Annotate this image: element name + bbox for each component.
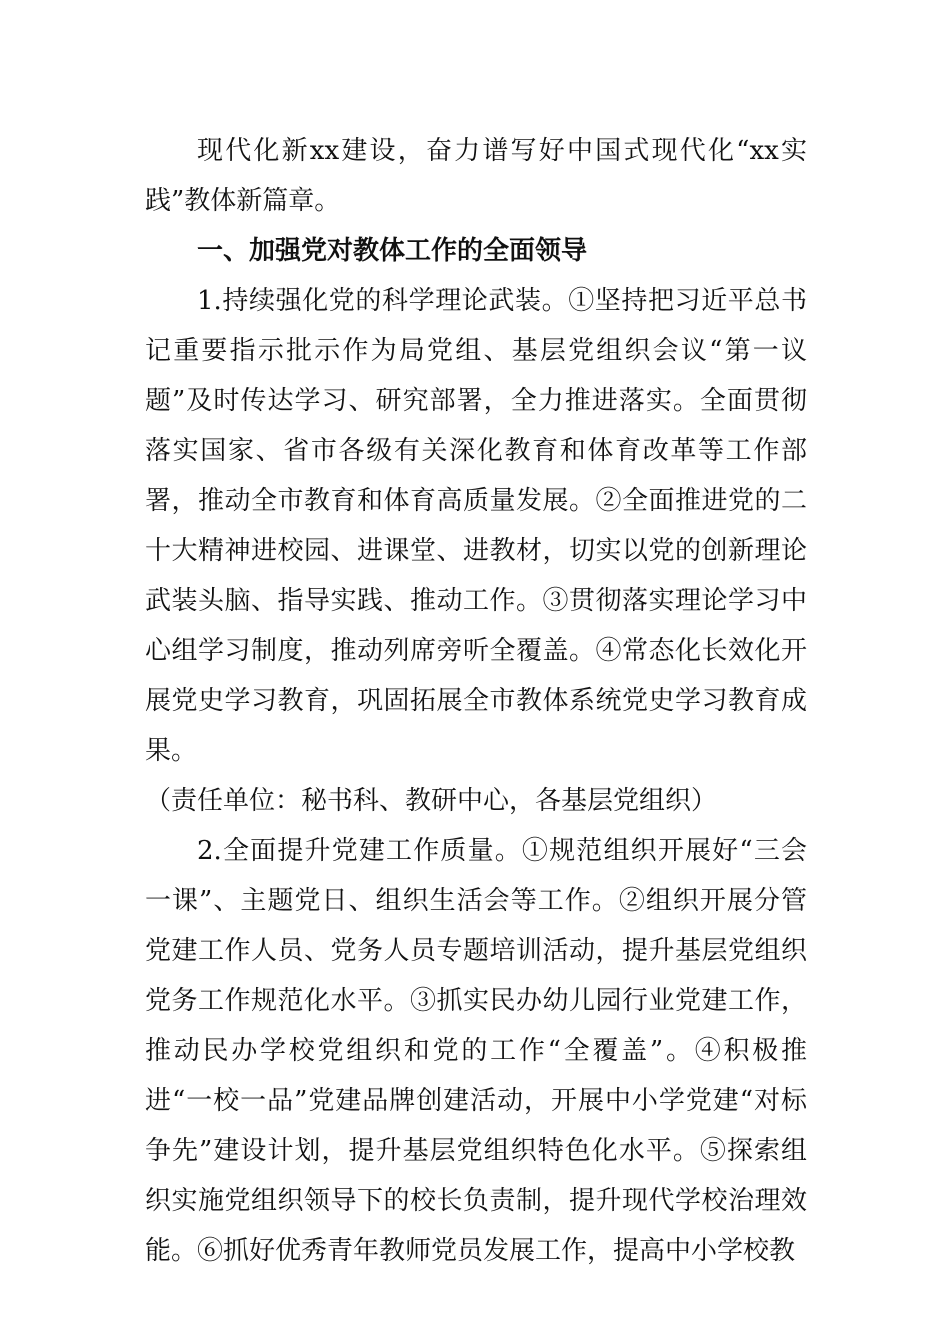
paragraph-item-1: 1.持续强化党的科学理论武装。①坚持把习近平总书记重要指示批示作为局党组、基层党组织会议“第一议题”及时传达学习、研究部署，全力推进落实。全面贯彻落实国家、省市各级有关深化教育和体育改革等工作部署，推动全市教育和体育高质量发展。②全面推进党的二十大精神进校园、进课堂、进教材，切实以党的创新理论武装头脑、指导实践、推动工作。③贯彻落实理论学习中心组学习制度，推动列席旁听全覆盖。④常态化长效化开展党史学习教育，巩固拓展全市教体系统党史学习教育成果。 bbox=[145, 286, 807, 766]
document-body bbox=[145, 126, 807, 1276]
paragraph-continuation: 现代化新xx建设，奋力谱写好中国式现代化“xx实践”教体新篇章。 bbox=[145, 136, 807, 216]
paragraph-item-2: 2.全面提升党建工作质量。①规范组织开展好“三会一课”、主题党日、组织生活会等工作。②组织开展分管党建工作人员、党务人员专题培训活动，提升基层党组织党务工作规范化水平。③抓实民办幼儿园行业党建工作，推动民办学校党组织和党的工作“全覆盖”。④积极推进“一校一品”党建品牌创建活动，开展中小学党建“对标争先”建设计划，提升基层党组织特色化水平。⑤探索组织实施党组织领导下的校长负责制，提升现代学校治理效能。⑥抓好优秀青年教师党员发展工作，提高中小学校教 bbox=[145, 836, 807, 1266]
responsibility-note: （责任单位：秘书科、教研中心，各基层党组织） bbox=[145, 786, 718, 816]
section-heading: 一、加强党对教体工作的全面领导 bbox=[197, 236, 588, 266]
